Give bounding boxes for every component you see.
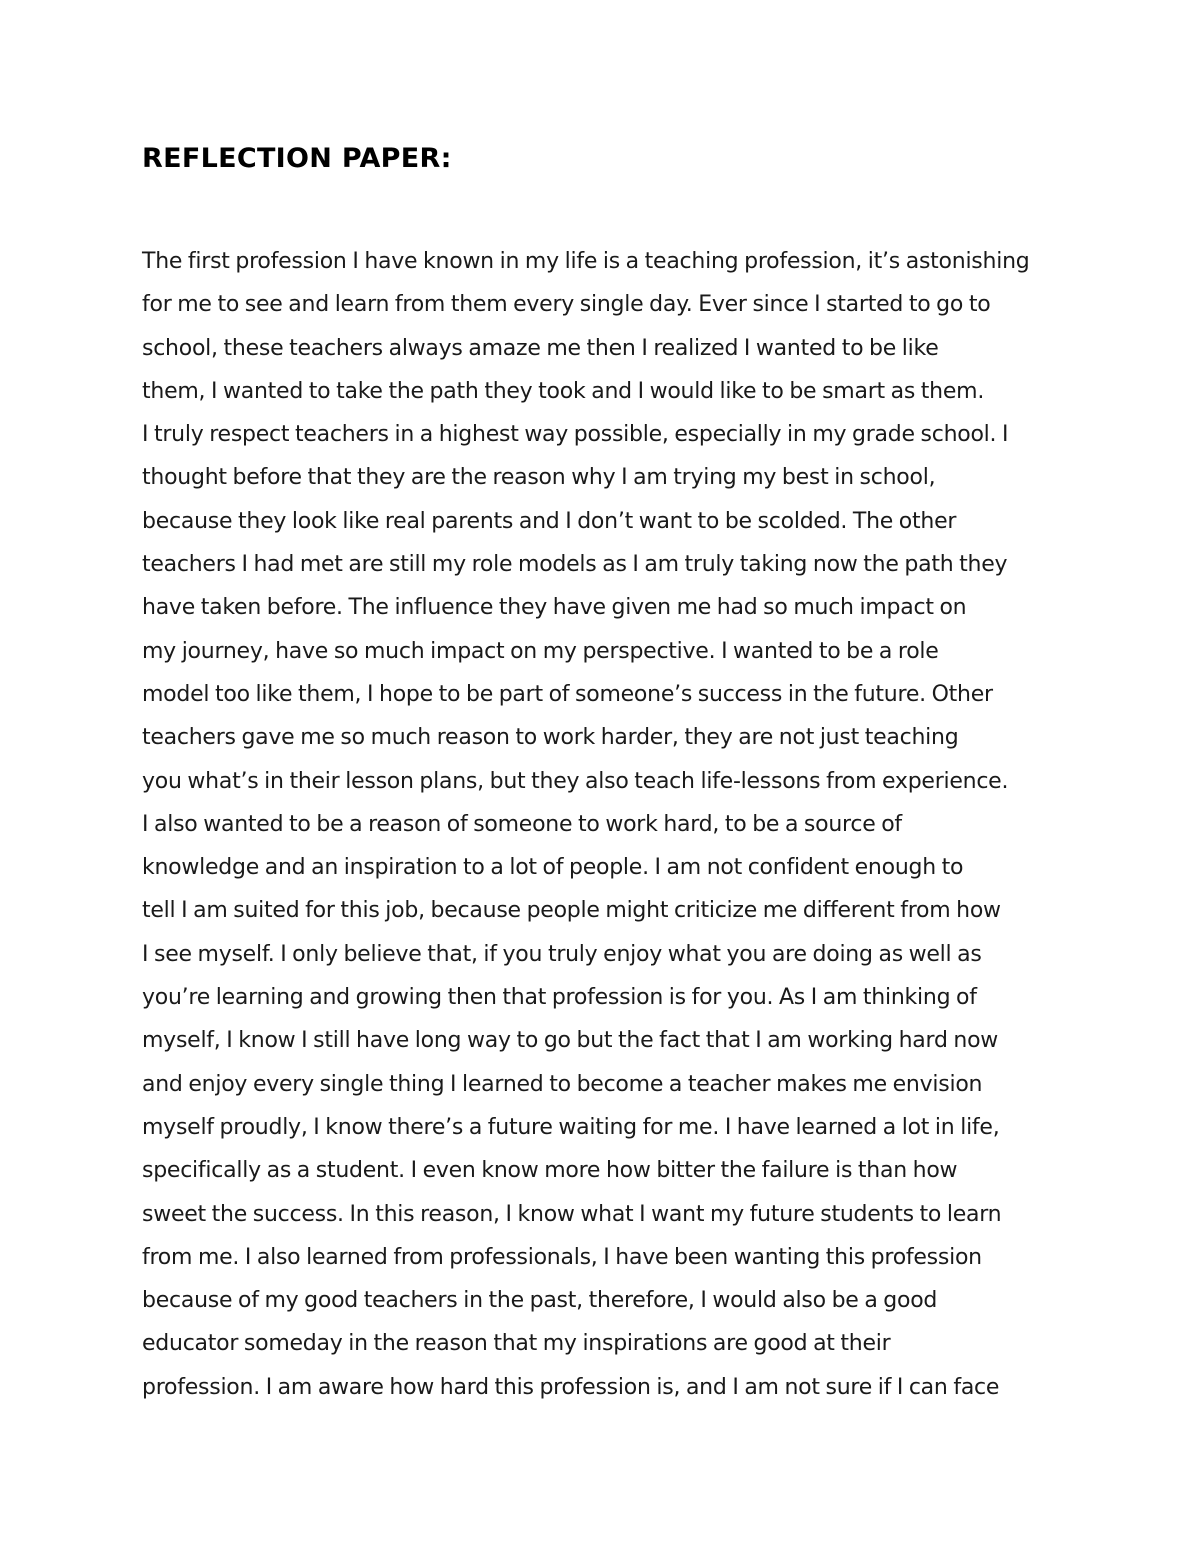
text-line: specifically as a student. I even know more how bitter the failure is than how	[142, 1158, 958, 1184]
text-line: because they look like real parents and I don’t want to be scolded. The other	[142, 508, 957, 534]
text-line: profession. I am aware how hard this profession is, and I am not sure if I can face	[142, 1374, 1000, 1400]
text-line: you’re learning and growing then that profession is for you. As I am thinking of	[142, 985, 977, 1011]
text-line: myself proudly, I know there’s a future waiting for me. I have learned a lot in life,	[142, 1114, 1000, 1140]
text-line: thought before that they are the reason why I am trying my best in school,	[142, 465, 936, 491]
text-line: for me to see and learn from them every single day. Ever since I started to go to	[142, 292, 991, 318]
text-line: because of my good teachers in the past, therefore, I would also be a good	[142, 1288, 938, 1314]
text-line: from me. I also learned from professionals, I have been wanting this profession	[142, 1244, 982, 1270]
text-line: myself, I know I still have long way to go but the fact that I am working hard now	[142, 1028, 999, 1054]
text-line: sweet the success. In this reason, I know what I want my future students to learn	[142, 1201, 1002, 1227]
text-line: educator someday in the reason that my inspirations are good at their	[142, 1331, 891, 1357]
text-line: them, I wanted to take the path they took and I would like to be smart as them.	[142, 378, 985, 404]
document-title: REFLECTION PAPER:	[142, 143, 452, 174]
text-line: tell I am suited for this job, because people might criticize me different from how	[142, 898, 1001, 924]
body-paragraph	[142, 244, 1072, 1413]
text-line: have taken before. The influence they have given me had so much impact on	[142, 595, 967, 621]
text-line: I also wanted to be a reason of someone to work hard, to be a source of	[142, 811, 902, 837]
text-line: and enjoy every single thing I learned to become a teacher makes me envision	[142, 1071, 983, 1097]
text-line: I truly respect teachers in a highest way possible, especially in my grade school. I	[142, 422, 1009, 448]
text-line: my journey, have so much impact on my perspective. I wanted to be a role	[142, 638, 939, 664]
text-line: model too like them, I hope to be part of someone’s success in the future. Other	[142, 681, 993, 707]
text-line: teachers gave me so much reason to work harder, they are not just teaching	[142, 725, 959, 751]
text-line: knowledge and an inspiration to a lot of people. I am not confident enough to	[142, 855, 964, 881]
text-line: you what’s in their lesson plans, but they also teach life-lessons from experience.	[142, 768, 1009, 794]
text-line: school, these teachers always amaze me then I realized I wanted to be like	[142, 335, 939, 361]
text-line: The first profession I have known in my life is a teaching profession, it’s astonishing	[142, 249, 1030, 274]
text-line: I see myself. I only believe that, if you truly enjoy what you are doing as well as	[142, 941, 982, 967]
text-line: teachers I had met are still my role models as I am truly taking now the path they	[142, 552, 1008, 578]
